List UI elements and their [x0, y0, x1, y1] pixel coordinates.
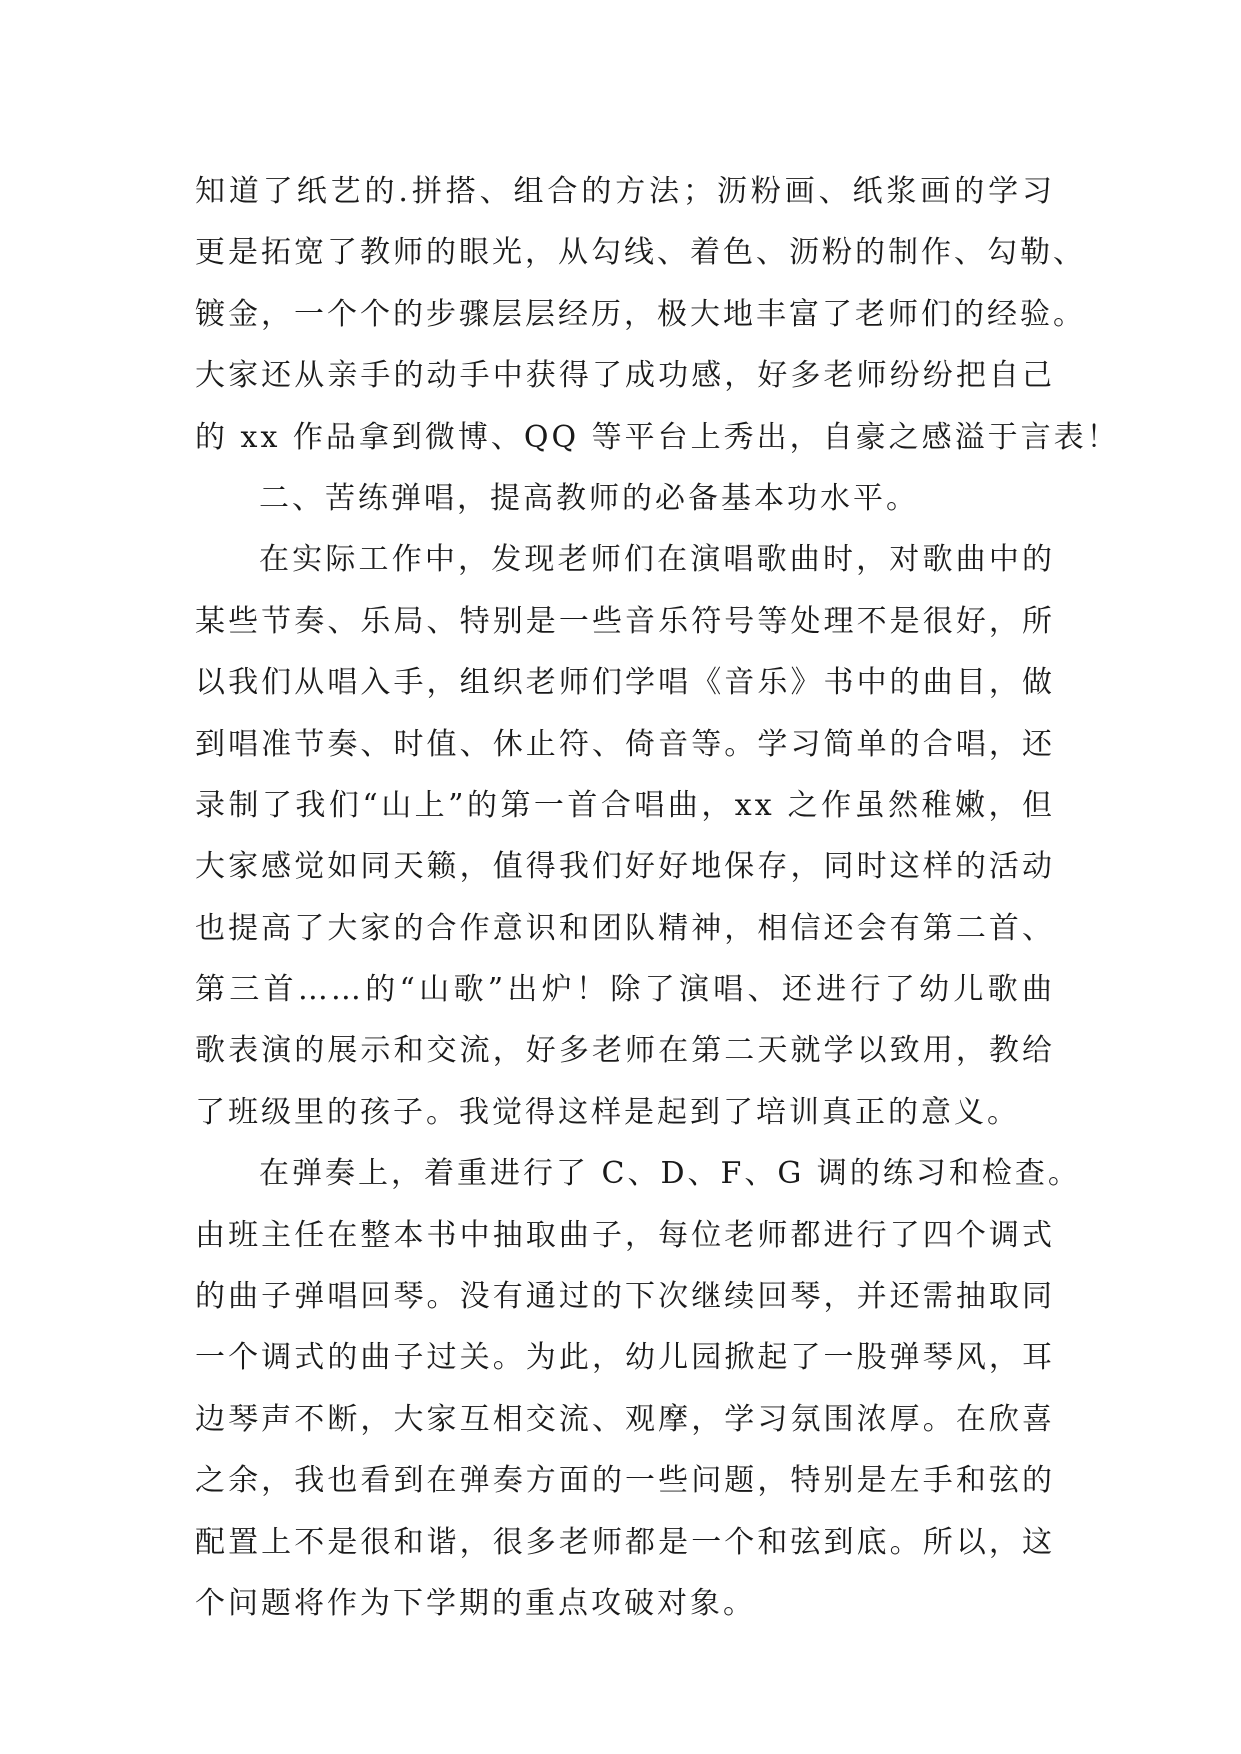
text-line: 由班主任在整本书中抽取曲子，每位老师都进行了四个调式 — [195, 1217, 1055, 1253]
text-line: 以我们从唱入手，组织老师们学唱《音乐》书中的曲目，做 — [195, 665, 1055, 701]
text-line: 录制了我们“山上”的第一首合唱曲，xx 之作虽然稚嫩，但 — [195, 787, 1055, 823]
text-line: 配置上不是很和谐，很多老师都是一个和弦到底。所以，这 — [195, 1524, 1055, 1560]
text-line: 大家感觉如同天籁，值得我们好好地保存，同时这样的活动 — [195, 849, 1055, 885]
text-line: 镀金，一个个的步骤层层经历，极大地丰富了老师们的经验。 — [195, 296, 1086, 332]
text-line: 的曲子弹唱回琴。没有通过的下次继续回琴，并还需抽取同 — [195, 1279, 1055, 1315]
text-line: 也提高了大家的合作意识和团队精神，相信还会有第二首、 — [195, 910, 1055, 946]
text-line: 一个调式的曲子过关。为此，幼儿园掀起了一股弹琴风，耳 — [195, 1340, 1055, 1376]
text-line: 更是拓宽了教师的眼光，从勾线、着色、沥粉的制作、勾勒、 — [195, 235, 1086, 271]
text-line: 知道了纸艺的.拼搭、组合的方法；沥粉画、纸浆画的学习 — [195, 174, 1055, 209]
text-line: 个问题将作为下学期的重点攻破对象。 — [195, 1585, 756, 1621]
text-line: 了班级里的孩子。我觉得这样是起到了培训真正的意义。 — [195, 1094, 1020, 1130]
section-heading: 二、苦练弹唱，提高教师的必备基本功水平。 — [259, 480, 919, 516]
text-line: 歌表演的展示和交流，好多老师在第二天就学以致用，教给 — [195, 1033, 1055, 1069]
document-body — [195, 161, 1120, 1634]
text-line: 之余，我也看到在弹奏方面的一些问题，特别是左手和弦的 — [195, 1463, 1055, 1499]
text-line: 第三首……的“山歌”出炉！除了演唱、还进行了幼儿歌曲 — [195, 972, 1055, 1008]
text-line: 到唱准节奏、时值、休止符、倚音等。学习简单的合唱，还 — [195, 726, 1055, 762]
paragraph-first-line: 在弹奏上，着重进行了 C、D、F、G 调的练习和检查。 — [259, 1156, 1081, 1192]
paragraph-first-line: 在实际工作中，发现老师们在演唱歌曲时，对歌曲中的 — [259, 542, 1055, 578]
text-line: 边琴声不断，大家互相交流、观摩，学习氛围浓厚。在欣喜 — [195, 1401, 1055, 1437]
text-line: 某些节奏、乐局、特别是一些音乐符号等处理不是很好，所 — [195, 603, 1055, 639]
text-line: 大家还从亲手的动手中获得了成功感，好多老师纷纷把自己 — [195, 358, 1055, 394]
text-line: 的 xx 作品拿到微博、QQ 等平台上秀出，自豪之感溢于言表！ — [195, 419, 1120, 455]
